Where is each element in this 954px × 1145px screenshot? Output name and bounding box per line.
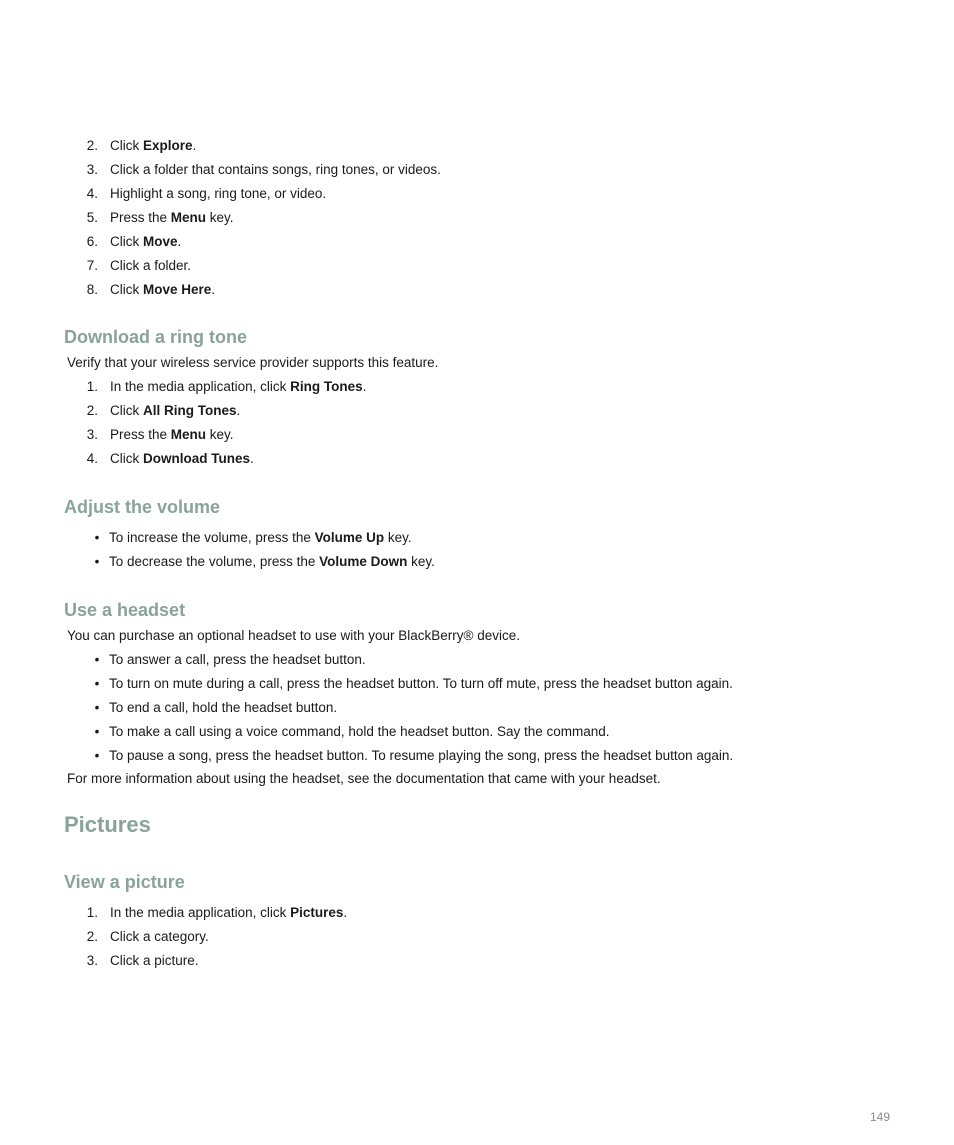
list-item: [0, 158, 954, 182]
download-steps-list: [0, 375, 954, 471]
step-text: Press the Menu key.: [110, 210, 234, 225]
list-item: [0, 744, 954, 768]
step-text: In the media application, click Ring Tones.: [110, 379, 367, 394]
view-picture-steps-list: [0, 901, 954, 973]
bullet-icon: •: [94, 724, 100, 739]
step-text: Click a folder.: [110, 258, 192, 273]
step-number: 3.: [86, 162, 98, 177]
step-number: 8.: [86, 282, 98, 297]
section-heading-view-picture: View a picture: [64, 872, 185, 892]
step-number: 6.: [86, 234, 98, 249]
list-item: [0, 278, 954, 302]
bullet-text: To turn on mute during a call, press the headset button. To turn off mute, press the headset button again.: [109, 676, 733, 691]
list-item: [0, 182, 954, 206]
section-heading-use-headset: Use a headset: [64, 600, 186, 620]
list-item: [0, 720, 954, 744]
chapter-heading-pictures: Pictures: [64, 812, 151, 837]
list-item: [0, 399, 954, 423]
headset-bullets-list: [0, 648, 954, 768]
step-number: 4.: [86, 451, 98, 466]
bullet-icon: •: [94, 700, 100, 715]
step-number: 3.: [86, 953, 98, 968]
step-number: 7.: [86, 258, 98, 273]
step-text: Click Explore.: [110, 138, 197, 153]
section-heading-adjust-volume: Adjust the volume: [64, 497, 221, 517]
page-number: 149: [869, 1110, 890, 1124]
step-number: 1.: [86, 379, 98, 394]
step-number: 1.: [86, 905, 98, 920]
volume-bullets-list: [0, 526, 954, 574]
step-number: 3.: [86, 427, 98, 442]
list-item: [0, 550, 954, 574]
list-item: [0, 423, 954, 447]
step-text: Press the Menu key.: [110, 427, 234, 442]
bullet-icon: •: [94, 652, 100, 667]
bullet-icon: •: [94, 676, 100, 691]
list-item: [0, 526, 954, 550]
step-text: Click a picture.: [110, 953, 199, 968]
move-steps-list: [0, 134, 954, 302]
section-heading-download-ring-tone: Download a ring tone: [64, 327, 247, 347]
section-outro: For more information about using the headset, see the documentation that came with your headset.: [67, 771, 661, 786]
step-text: In the media application, click Pictures.: [110, 905, 348, 920]
step-number: 5.: [86, 210, 98, 225]
bullet-text: To answer a call, press the headset button.: [109, 652, 366, 667]
bullet-text: To increase the volume, press the Volume Up key.: [109, 530, 412, 545]
bullet-icon: •: [94, 748, 100, 763]
section-intro: You can purchase an optional headset to use with your BlackBerry® device.: [67, 628, 520, 643]
list-item: [0, 375, 954, 399]
list-item: [0, 949, 954, 973]
list-item: [0, 447, 954, 471]
step-text: Click a category.: [110, 929, 209, 944]
bullet-text: To pause a song, press the headset button. To resume playing the song, press the headset button again.: [109, 748, 734, 763]
step-text: Highlight a song, ring tone, or video.: [110, 186, 327, 201]
list-item: [0, 672, 954, 696]
bullet-text: To make a call using a voice command, hold the headset button. Say the command.: [109, 724, 610, 739]
bullet-icon: •: [94, 554, 100, 569]
list-item: [0, 206, 954, 230]
step-text: Click a folder that contains songs, ring tones, or videos.: [110, 162, 441, 177]
list-item: [0, 254, 954, 278]
list-item: [0, 925, 954, 949]
section-intro: Verify that your wireless service provider supports this feature.: [67, 355, 439, 370]
step-number: 2.: [86, 403, 98, 418]
list-item: [0, 134, 954, 158]
list-item: [0, 901, 954, 925]
bullet-text: To end a call, hold the headset button.: [109, 700, 338, 715]
step-number: 4.: [86, 186, 98, 201]
step-text: Click Download Tunes.: [110, 451, 254, 466]
step-number: 2.: [86, 138, 98, 153]
bullet-text: To decrease the volume, press the Volume Down key.: [109, 554, 435, 569]
list-item: [0, 648, 954, 672]
step-text: Click All Ring Tones.: [110, 403, 241, 418]
step-text: Click Move.: [110, 234, 182, 249]
step-number: 2.: [86, 929, 98, 944]
list-item: [0, 230, 954, 254]
bullet-icon: •: [94, 530, 100, 545]
step-text: Click Move Here.: [110, 282, 216, 297]
list-item: [0, 696, 954, 720]
